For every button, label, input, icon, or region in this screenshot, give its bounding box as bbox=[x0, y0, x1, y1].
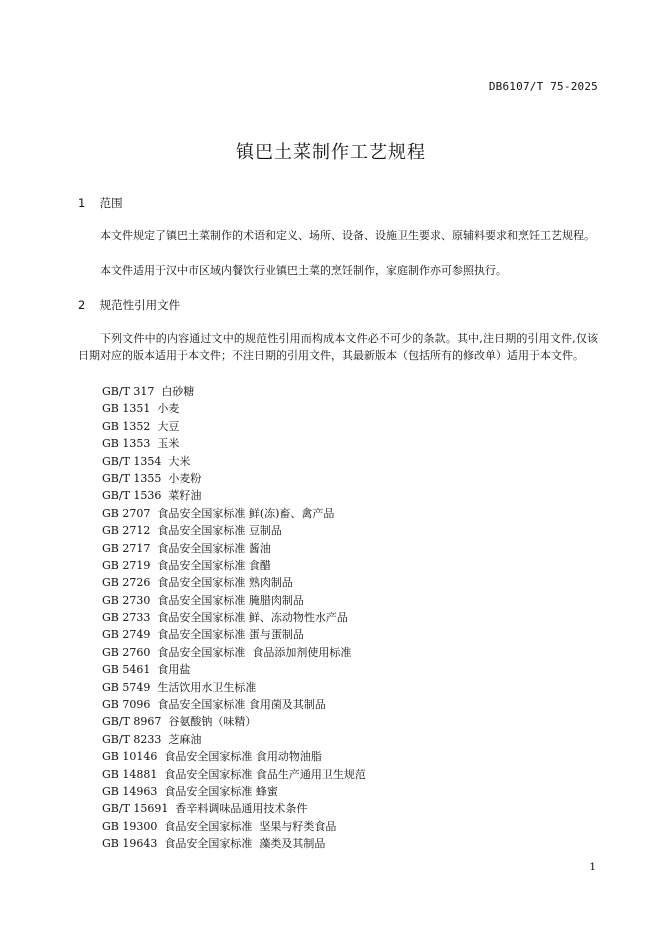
reference-item: GB 1352 大豆 bbox=[102, 419, 180, 433]
section-number: 2 bbox=[78, 298, 86, 312]
reference-item: GB 2730 食品安全国家标准 腌腊肉制品 bbox=[102, 593, 304, 607]
reference-item: GB 2717 食品安全国家标准 酱油 bbox=[102, 541, 271, 555]
reference-item: GB 10146 食品安全国家标准 食用动物油脂 bbox=[102, 750, 322, 764]
reference-item: GB 19300 食品安全国家标准 坚果与籽类食品 bbox=[102, 819, 337, 833]
section-2-heading bbox=[78, 297, 180, 313]
reference-item: GB 2749 食品安全国家标准 蛋与蛋制品 bbox=[102, 628, 304, 642]
reference-item: GB 2726 食品安全国家标准 熟肉制品 bbox=[102, 576, 293, 590]
section-title: 规范性引用文件 bbox=[99, 298, 181, 312]
reference-item: GB 2733 食品安全国家标准 鲜、冻动物性水产品 bbox=[102, 611, 348, 625]
reference-item: GB 5461 食用盐 bbox=[102, 663, 191, 677]
reference-item: GB 1353 玉米 bbox=[102, 437, 180, 451]
reference-list bbox=[102, 383, 366, 853]
reference-item: GB 5749 生活饮用水卫生标准 bbox=[102, 680, 257, 694]
section-2-intro: 下列文件中的内容通过文中的规范性引用而构成本文件必不可少的条款。其中,注日期的引用文件,仅该日期对应的版本适用于本文件；不注日期的引用文件，其最新版本（包括所有的修改单）适用于本文件。 bbox=[78, 332, 598, 362]
section-1-paragraph-1: 本文件规定了镇巴土菜制作的术语和定义、场所、设备、设施卫生要求、原辅料要求和烹饪工艺规程。 bbox=[100, 229, 595, 242]
reference-item: GB 1351 小麦 bbox=[102, 402, 180, 416]
document-title: 镇巴土菜制作工艺规程 bbox=[236, 142, 426, 163]
reference-item: GB/T 1536 菜籽油 bbox=[102, 489, 202, 503]
reference-item: GB 19643 食品安全国家标准 藻类及其制品 bbox=[102, 837, 326, 851]
reference-item: GB 2712 食品安全国家标准 豆制品 bbox=[102, 524, 282, 538]
section-1-heading bbox=[78, 195, 123, 211]
reference-item: GB/T 8233 芝麻油 bbox=[102, 732, 202, 746]
document-code: DB6107/T 75-2025 bbox=[488, 80, 598, 93]
reference-item: GB 7096 食品安全国家标准 食用菌及其制品 bbox=[102, 698, 326, 712]
reference-item: GB 2707 食品安全国家标准 鲜(冻)畜、禽产品 bbox=[102, 506, 335, 520]
reference-item: GB/T 8967 谷氨酸钠（味精） bbox=[102, 715, 257, 729]
reference-item: GB/T 317 白砂糖 bbox=[102, 385, 195, 398]
section-title: 范围 bbox=[99, 196, 123, 210]
section-number: 1 bbox=[78, 196, 86, 210]
reference-item: GB 2719 食品安全国家标准 食醋 bbox=[102, 558, 271, 572]
reference-item: GB/T 1355 小麦粉 bbox=[102, 471, 202, 485]
reference-item: GB 14881 食品安全国家标准 食品生产通用卫生规范 bbox=[102, 767, 366, 781]
reference-item: GB 14963 食品安全国家标准 蜂蜜 bbox=[102, 784, 278, 798]
reference-item: GB/T 1354 大米 bbox=[102, 454, 191, 468]
page-number: 1 bbox=[589, 861, 596, 873]
reference-item: GB/T 15691 香辛料调味品通用技术条件 bbox=[102, 802, 308, 816]
section-1-paragraph-2: 本文件适用于汉中市区域内餐饮行业镇巴土菜的烹饪制作，家庭制作亦可参照执行。 bbox=[100, 264, 507, 277]
reference-item: GB 2760 食品安全国家标准 食品添加剂使用标准 bbox=[102, 645, 352, 659]
